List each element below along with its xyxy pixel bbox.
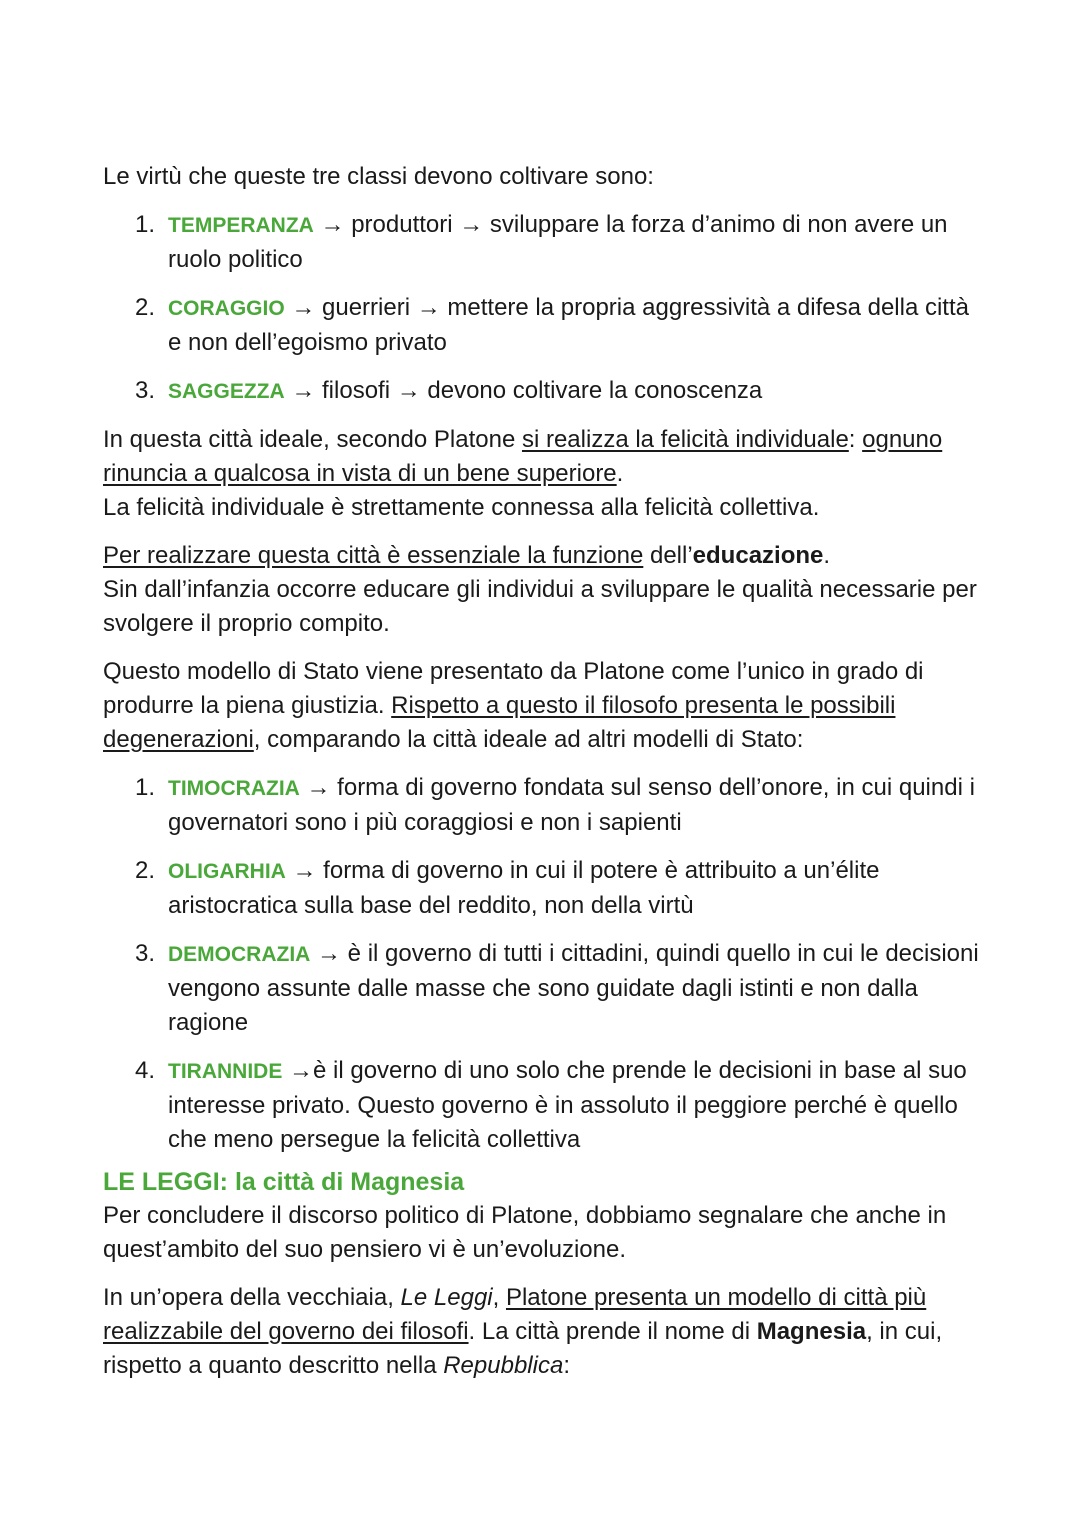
- list-number: 1.: [135, 774, 156, 801]
- arrow-icon: →: [310, 940, 348, 967]
- government-description: è il governo di tutti i cittadini, quindi quello in cui le decisioni vengono assunte dalle masse che sono guidate dagli istinti e non dalla ragione: [168, 940, 979, 1036]
- arrow-icon: →: [291, 377, 316, 404]
- virtue-description: devono coltivare la conoscenza: [427, 377, 763, 404]
- governments-list: [103, 771, 980, 1157]
- underlined-text: Per realizzare questa città è essenziale la funzione: [103, 542, 644, 569]
- virtue-name: TEMPERANZA: [168, 214, 314, 237]
- bold-term: educazione: [692, 542, 824, 569]
- list-number: 3.: [135, 940, 156, 967]
- arrow-icon: →: [299, 774, 338, 801]
- arrow-icon: →: [320, 211, 345, 238]
- text-run: ,: [492, 1284, 506, 1311]
- italic-title: Le Leggi: [400, 1284, 493, 1311]
- section-heading: LE LEGGI: la città di Magnesia: [103, 1168, 465, 1196]
- collective-happiness-line: La felicità individuale è strettamente connessa alla felicità collettiva.: [103, 494, 820, 521]
- government-description: forma di governo fondata sul senso dell’onore, in cui quindi i governatori sono i più coraggiosi e non i sapienti: [168, 774, 975, 836]
- list-item: [103, 771, 980, 840]
- text-run: , comparando la città ideale ad altri modelli di Stato:: [253, 726, 804, 753]
- virtues-list: [103, 208, 980, 409]
- list-number: 3.: [135, 377, 156, 404]
- virtue-description: sviluppare la forza d’animo di non avere un ruolo politico: [168, 211, 948, 273]
- happiness-paragraph: [103, 423, 980, 491]
- bold-term: Magnesia: [756, 1318, 867, 1345]
- text-run: .: [616, 460, 624, 487]
- text-run: In un’opera della vecchiaia,: [103, 1284, 401, 1311]
- list-number: 2.: [135, 294, 156, 321]
- text-run: In questa città ideale, secondo Platone: [103, 426, 522, 453]
- italic-title: Repubblica: [443, 1352, 564, 1379]
- virtue-class: filosofi: [322, 377, 391, 404]
- education-paragraph: [103, 539, 980, 573]
- list-item: [103, 1054, 980, 1157]
- list-item: [103, 208, 980, 277]
- list-number: 2.: [135, 857, 156, 884]
- virtue-description: mettere la propria aggressività a difesa della città e non dell’egoismo privato: [168, 294, 969, 356]
- text-run: , in cui, rispetto a quanto descritto nella: [103, 1318, 943, 1379]
- justice-paragraph: [103, 655, 980, 757]
- text-run: :: [848, 426, 863, 453]
- government-description: è il governo di uno solo che prende le decisioni in base al suo interesse privato. Questo governo è in assoluto il peggiore perché è quello che meno persegue la felicità collettiva: [168, 1057, 967, 1153]
- text-run: :: [563, 1352, 570, 1379]
- arrow-icon: →: [285, 857, 324, 884]
- arrow-icon: →: [396, 377, 421, 404]
- arrow-icon: →: [282, 1057, 314, 1084]
- intro-paragraph: Le virtù che queste tre classi devono coltivare sono:: [103, 163, 654, 190]
- magnesia-paragraph: [103, 1281, 980, 1383]
- underlined-text: Platone presenta un modello di città più realizzabile del governo dei filosofi: [103, 1284, 927, 1345]
- text-run: Questo modello di Stato viene presentato da Platone come l’unico in grado di produrre la piena giustizia.: [103, 658, 924, 719]
- government-description: forma di governo in cui il potere è attribuito a un’élite aristocratica sulla base del reddito, non della virtù: [168, 857, 880, 919]
- virtue-name: SAGGEZZA: [168, 380, 285, 403]
- government-name: DEMOCRAZIA: [168, 943, 311, 966]
- text-run: dell’: [643, 542, 693, 569]
- education-detail: Sin dall’infanzia occorre educare gli individui a sviluppare le qualità necessarie per svolgere il proprio compito.: [103, 576, 977, 637]
- government-name: TIRANNIDE: [168, 1060, 283, 1083]
- government-name: TIMOCRAZIA: [168, 777, 300, 800]
- list-item: [103, 374, 980, 409]
- evolution-paragraph: Per concludere il discorso politico di Platone, dobbiamo segnalare che anche in quest’ambito del suo pensiero vi è un’evoluzione.: [103, 1202, 947, 1263]
- list-item: [103, 291, 980, 360]
- arrow-icon: →: [416, 294, 441, 321]
- list-number: 1.: [135, 211, 156, 238]
- list-item: [103, 937, 980, 1040]
- underlined-text: si realizza la felicità individuale: [521, 426, 849, 453]
- text-run: . La città prende il nome di: [468, 1318, 757, 1345]
- list-item: [103, 854, 980, 923]
- underlined-text: Rispetto a questo il filosofo presenta le possibili degenerazioni: [103, 692, 896, 753]
- underlined-text: ognuno rinuncia a qualcosa in vista di un bene superiore: [103, 426, 943, 487]
- government-name: OLIGARHIA: [168, 860, 286, 883]
- virtue-class: produttori: [351, 211, 453, 238]
- virtue-name: CORAGGIO: [168, 297, 285, 320]
- virtue-class: guerrieri: [322, 294, 411, 321]
- list-number: 4.: [135, 1057, 156, 1084]
- arrow-icon: →: [291, 294, 316, 321]
- arrow-icon: →: [459, 211, 484, 238]
- text-run: .: [823, 542, 831, 569]
